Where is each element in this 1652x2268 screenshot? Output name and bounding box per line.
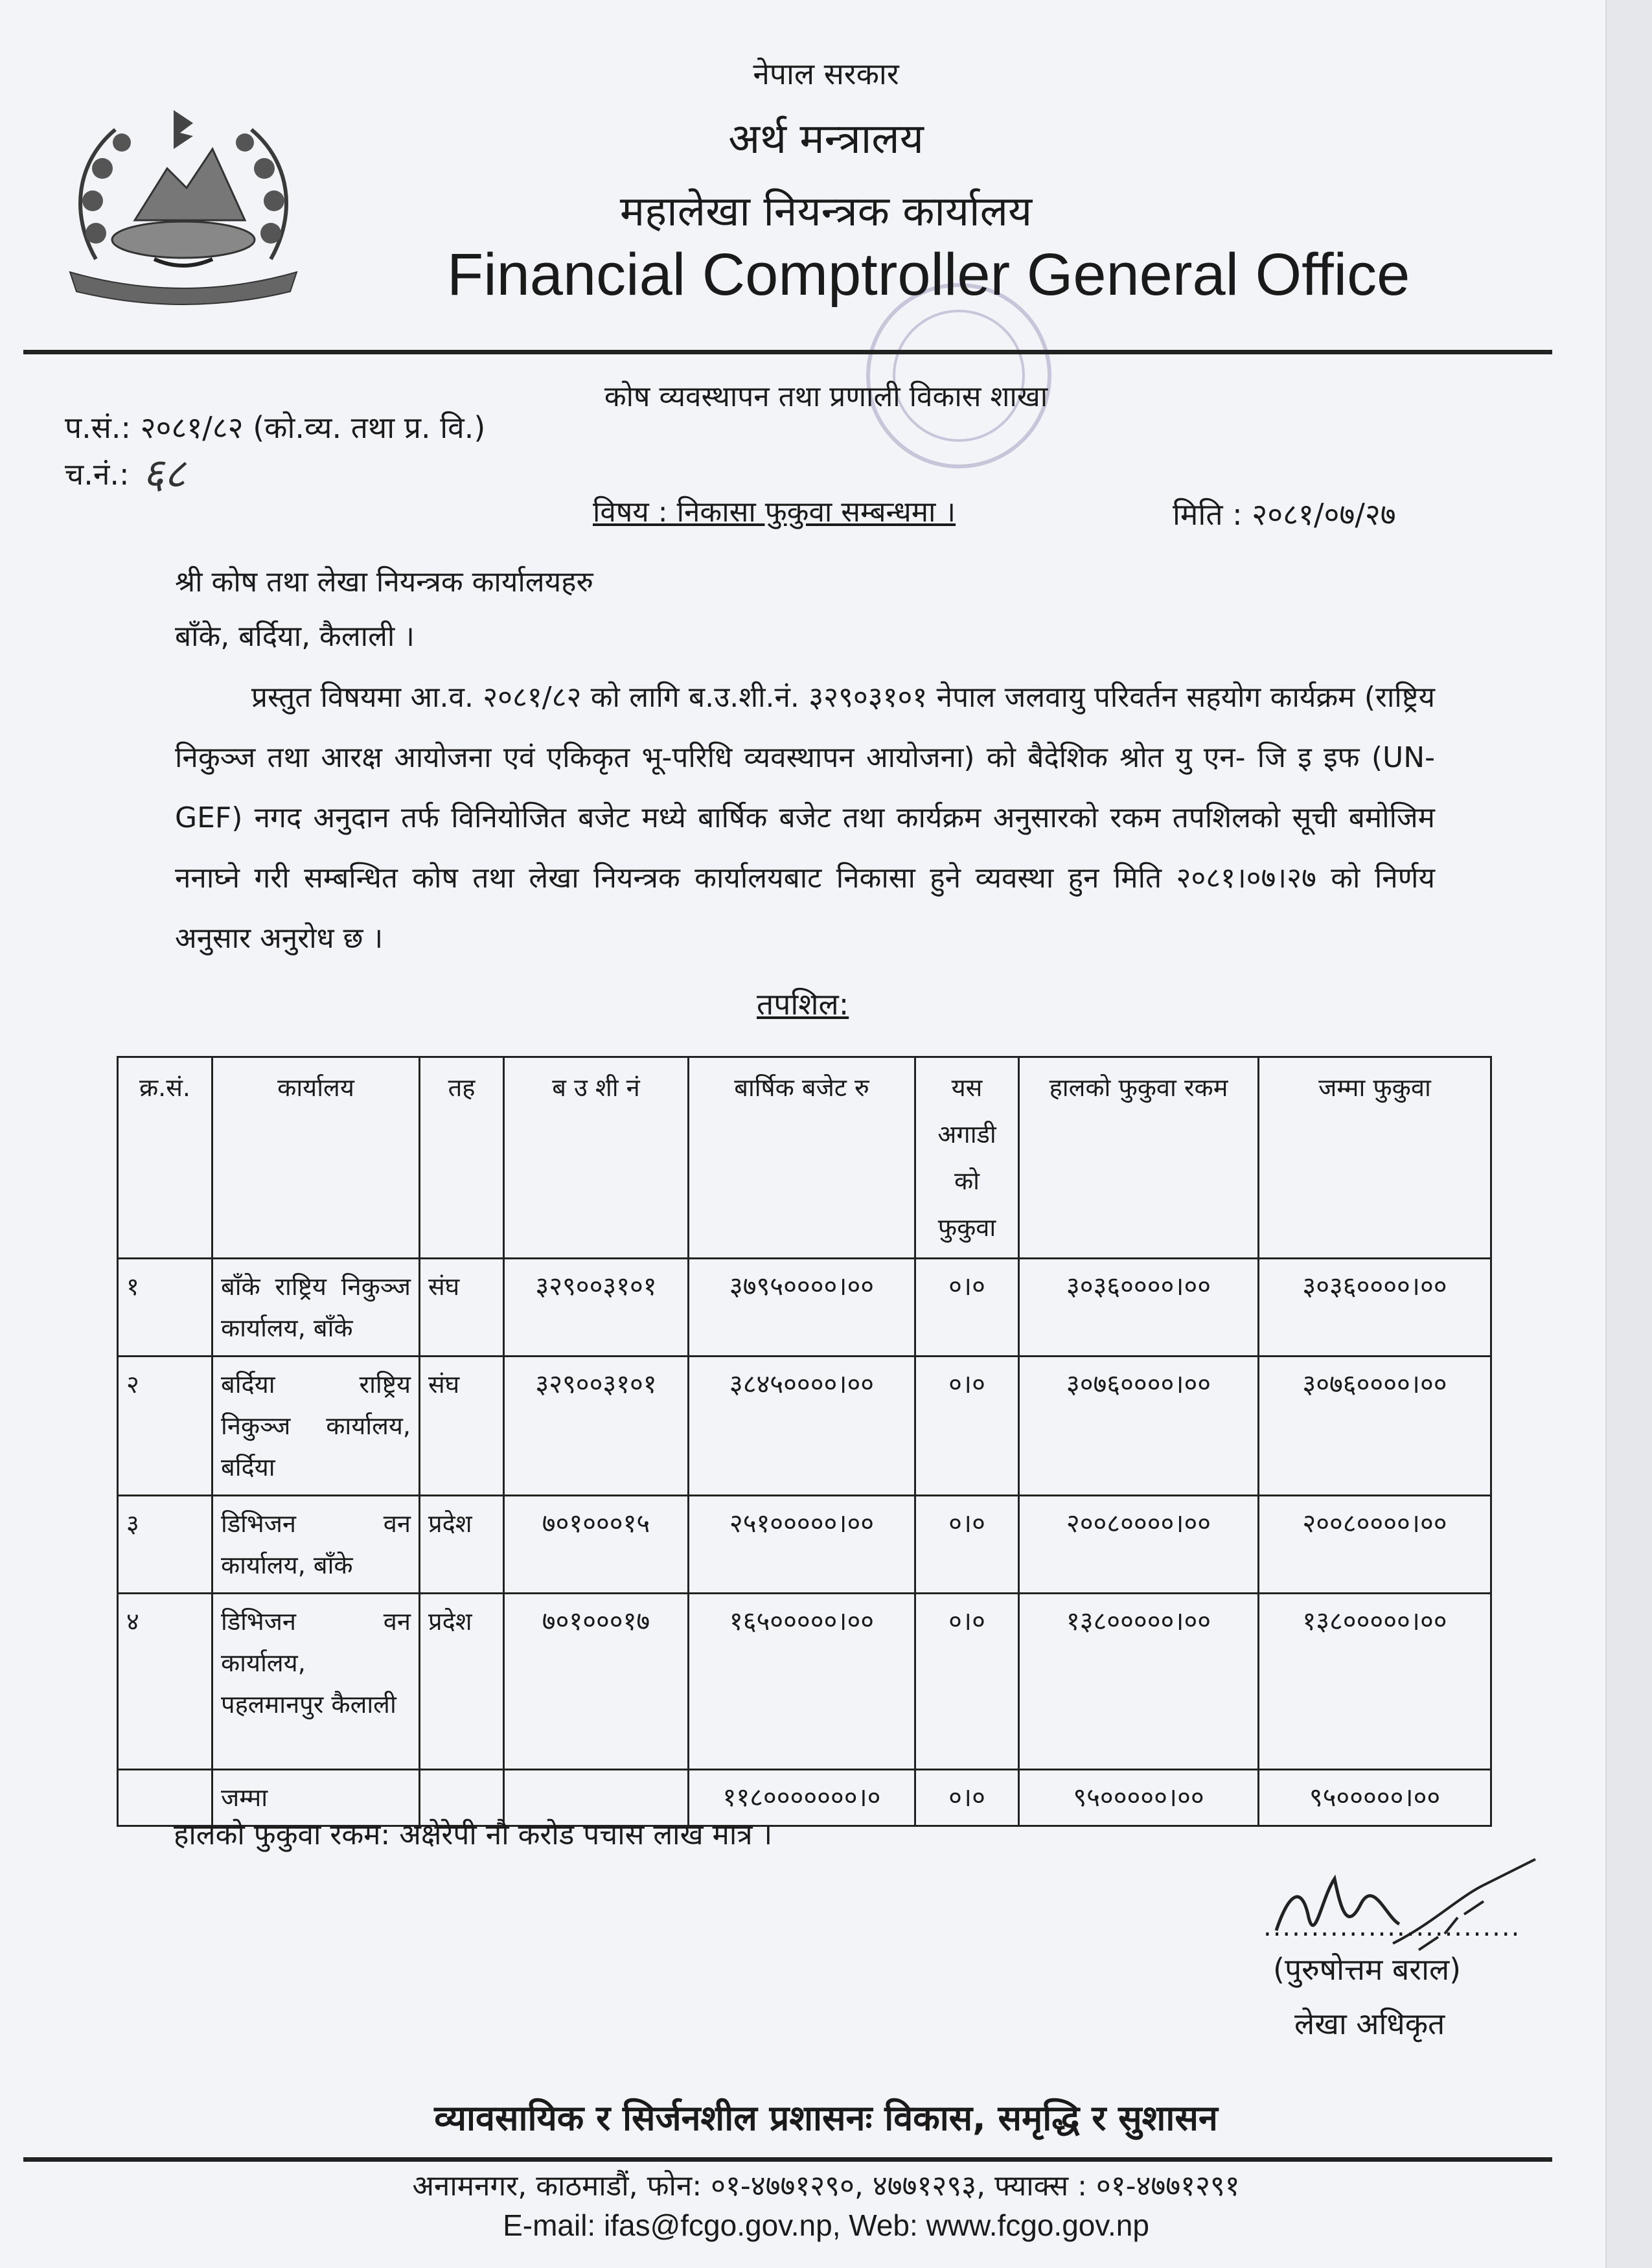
cell-total-label: जम्मा — [212, 1770, 420, 1826]
cell-total-total: ९५०००००।०० — [1259, 1770, 1491, 1826]
table-row — [118, 1496, 1491, 1594]
cell-sn: ३ — [118, 1496, 212, 1594]
footer-motto: व्यावसायिक र सिर्जनशील प्रशासनः विकास, समृद्धि र सुशासन — [434, 2098, 1218, 2138]
cell-annual-budget: ३८४५००००।०० — [689, 1357, 915, 1496]
header-annual-budget: बार्षिक बजेट रु — [689, 1057, 915, 1259]
header-current-release: हालको फुकुवा रकम — [1019, 1057, 1259, 1259]
cell-previous-release: ०।० — [915, 1357, 1019, 1496]
table-row — [118, 1357, 1491, 1496]
cell-current-release: १३८०००००।०० — [1019, 1594, 1259, 1770]
ministry-name: अर्थ मन्त्रालय — [728, 115, 924, 163]
cell-total-current: ९५०००००।०० — [1019, 1770, 1259, 1826]
letter-date: मिति : २०८१/०७/२७ — [1173, 497, 1396, 532]
table-row — [118, 1259, 1491, 1357]
office-name-english: Financial Comptroller General Office — [447, 242, 1410, 308]
signature-line: ........................... — [1263, 1912, 1521, 1942]
cell-previous-release: ०।० — [915, 1496, 1019, 1594]
header-sn: क्र.सं. — [118, 1057, 212, 1259]
branch-name: कोष व्यवस्थापन तथा प्रणाली विकास शाखा — [604, 380, 1048, 413]
cell-total-annual: ११८०००००००।० — [689, 1770, 915, 1826]
footer-divider — [23, 2157, 1552, 2162]
cell-annual-budget: ३७९५००००।०० — [689, 1259, 915, 1357]
cell-total-previous: ०।० — [915, 1770, 1019, 1826]
footer-contact: अनामनगर, काठमाडौं, फोन: ०१-४७७१२९०, ४७७१२९३, फ्याक्स : ०१-४७७१२९१ — [412, 2170, 1240, 2203]
amount-in-words: हालको फुकुवा रकम: अक्षेरेपी नौ करोड पचास लाख मात्र । — [174, 1818, 773, 1851]
cell-total-release: ३०३६००००।०० — [1259, 1259, 1491, 1357]
cell-budget-code: ७०१०००१५ — [504, 1496, 689, 1594]
header-divider — [23, 350, 1552, 354]
addressee-line-1: श्री कोष तथा लेखा नियन्त्रक कार्यालयहरु — [175, 566, 593, 599]
header-total-release: जम्मा फुकुवा — [1259, 1057, 1491, 1259]
details-title: तपशिल: — [757, 987, 849, 1022]
cell-total-release: ३०७६००००।०० — [1259, 1357, 1491, 1496]
cell-sn: १ — [118, 1259, 212, 1357]
cell-budget-code: ३२९००३१०१ — [504, 1259, 689, 1357]
cell-annual-budget: २५१०००००।०० — [689, 1496, 915, 1594]
header-level: तह — [420, 1057, 504, 1259]
cell-office: डिभिजन वन कार्यालय, पहलमानपुर कैलाली — [212, 1594, 420, 1770]
cell-level: संघ — [420, 1259, 504, 1357]
cell-level: प्रदेश — [420, 1594, 504, 1770]
office-name-nepali: महालेखा नियन्त्रक कार्यालय — [619, 188, 1033, 236]
cell-previous-release: ०।० — [915, 1594, 1019, 1770]
government-name: नेपाल सरकार — [753, 56, 899, 91]
signatory-title: लेखा अधिकृत — [1294, 2006, 1445, 2041]
signatory-name: (पुरुषोत्तम बराल) — [1273, 1952, 1462, 1987]
cell-sn: २ — [118, 1357, 212, 1496]
cell-current-release: २००८००००।०० — [1019, 1496, 1259, 1594]
footer-email-web: E-mail: ifas@fcgo.gov.np, Web: www.fcgo.gov.np — [503, 2208, 1149, 2242]
table-header-row — [118, 1057, 1491, 1259]
cell-sn: ४ — [118, 1594, 212, 1770]
cell-level: संघ — [420, 1357, 504, 1496]
cell-total-release: १३८०००००।०० — [1259, 1594, 1491, 1770]
cell-annual-budget: १६५०००००।०० — [689, 1594, 915, 1770]
table-row — [118, 1594, 1491, 1770]
cell-total-release: २००८००००।०० — [1259, 1496, 1491, 1594]
header-budget-code: ब उ शी नं — [504, 1057, 689, 1259]
release-details-table — [117, 1056, 1492, 1827]
scan-page-edge — [1605, 0, 1652, 2268]
header-office: कार्यालय — [212, 1057, 420, 1259]
dispatch-number: ६८ — [143, 450, 186, 498]
cell-level: प्रदेश — [420, 1496, 504, 1594]
cell-budget-code: ३२९००३१०१ — [504, 1357, 689, 1496]
cell-budget-code: ७०१०००१७ — [504, 1594, 689, 1770]
cell-current-release: ३०३६००००।०० — [1019, 1259, 1259, 1357]
cell-office: डिभिजन वन कार्यालय, बाँके — [212, 1496, 420, 1594]
header-previous-release: यस अगाडी को फुकुवा — [915, 1057, 1019, 1259]
addressee-line-2: बाँके, बर्दिया, कैलाली । — [175, 620, 415, 653]
reference-number: प.सं.: २०८१/८२ (को.व्य. तथा प्र. वि.) — [65, 410, 486, 445]
cell-previous-release: ०।० — [915, 1259, 1019, 1357]
letter-body: प्रस्तुत विषयमा आ.व. २०८१/८२ को लागि ब.उ.शी.नं. ३२९०३१०१ नेपाल जलवायु परिवर्तन सहयोग कार्यक्रम (राष्ट्रिय निकुञ्ज तथा आरक्ष आयोजना एवं एकिकृत भू-परिधि व्यवस्थापन आयोजना) को बैदेशिक श्रोत यु एन- जि इ इफ (UN-GEF) नगद अनुदान तर्फ विनियोजित बजेट मध्ये बार्षिक बजेट तथा कार्यक्रम अनुसारको रकम तपशिलको सूची बमोजिम ननाघ्ने गरी सम्बन्धित कोष तथा लेखा नियन्त्रक कार्यालयबाट निकासा हुने व्यवस्था हुन मिति २०८१।०७।२७ को निर्णय अनुसार अनुरोध छ । — [175, 681, 1435, 955]
cell-office: बाँके राष्ट्रिय निकुञ्ज कार्यालय, बाँके — [212, 1259, 420, 1357]
cell-current-release: ३०७६००००।०० — [1019, 1357, 1259, 1496]
cell-office: बर्दिया राष्ट्रिय निकुञ्ज कार्यालय, बर्दिया — [212, 1357, 420, 1496]
subject-line: विषय : निकासा फुकुवा सम्बन्धमा । — [593, 496, 956, 529]
dispatch-number-label: च.नं.: — [65, 457, 130, 492]
